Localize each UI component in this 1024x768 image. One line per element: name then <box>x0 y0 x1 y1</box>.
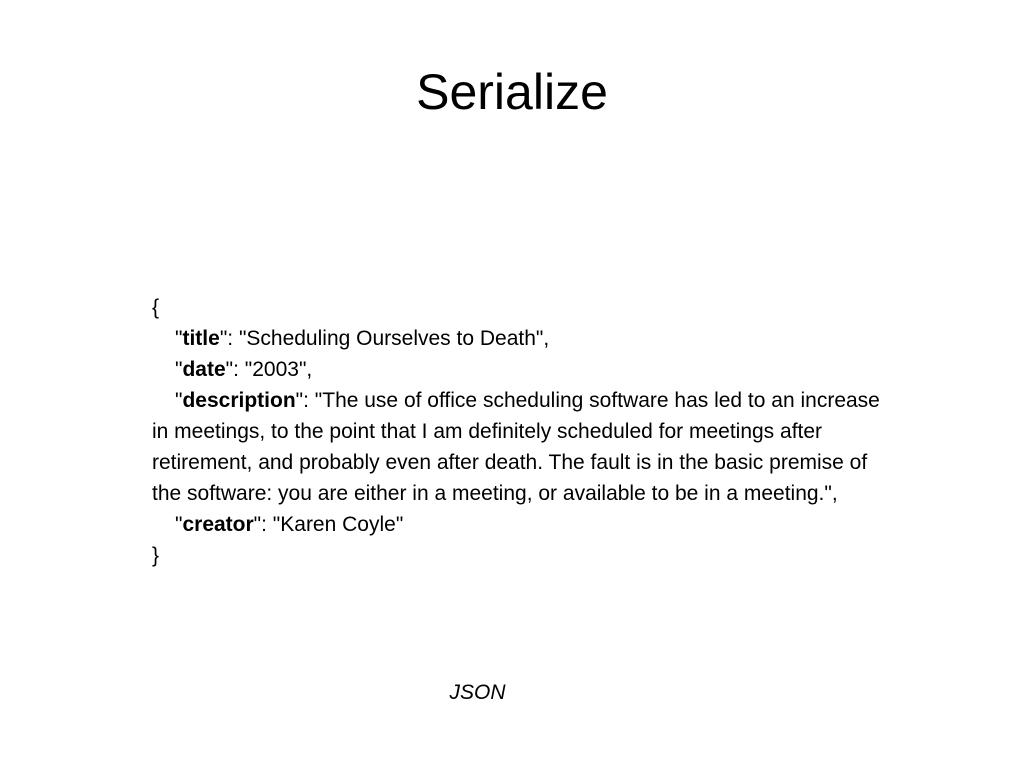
json-field-creator: "creator": "Karen Coyle" <box>175 513 404 536</box>
json-open-brace: { <box>152 296 160 319</box>
json-key: description <box>182 389 296 412</box>
json-value: "2003", <box>244 358 313 381</box>
json-field-description: "description": "The use of office scheduling software has led to an increase in meetings, to the point that I am definitely scheduled for meetings after retirement, and probably even after death. The fault is in the basic premise of the software: you are either in a meeting, or available to be in a meeting.", <box>152 389 880 505</box>
json-field-title: "title": "Scheduling Ourselves to Death", <box>175 327 550 350</box>
json-value: "The use of office scheduling software has led to an increase in meetings, to the point that I am definitely scheduled for meetings after retirement, and probably even after death. The fault is in the basic premise of the software: you are either in a meeting, or available to be in a meeting.", <box>152 389 880 505</box>
json-close-brace: } <box>152 544 160 567</box>
json-key: date <box>182 358 226 381</box>
json-value: "Karen Coyle" <box>272 513 404 536</box>
json-value: "Scheduling Ourselves to Death", <box>238 327 550 350</box>
slide-title: Serialize <box>416 64 608 120</box>
json-key: title <box>182 327 220 350</box>
json-key: creator <box>182 513 254 536</box>
json-code-block <box>152 292 887 571</box>
json-field-date: "date": "2003", <box>175 358 313 381</box>
format-caption: JSON <box>449 681 506 704</box>
